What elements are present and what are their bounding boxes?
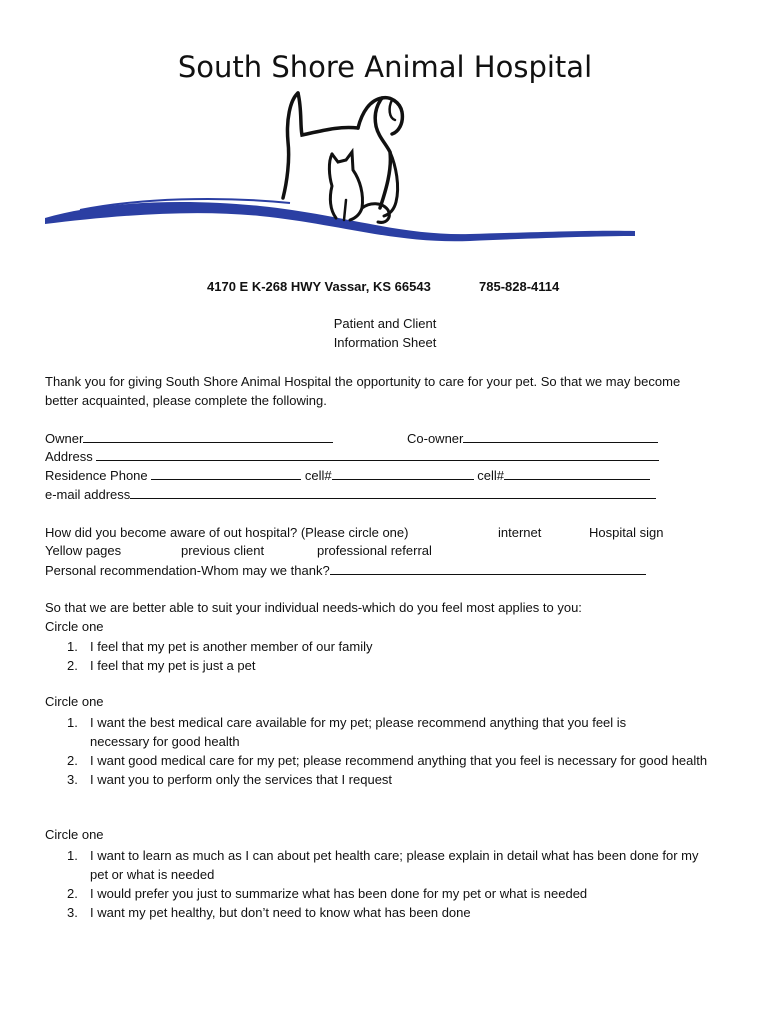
hospital-phone: 785-828-4114: [479, 279, 560, 294]
email-field: [45, 486, 656, 502]
residence-phone-field: [45, 467, 650, 483]
list-item[interactable]: 2. I feel that my pet is just a pet: [67, 658, 256, 673]
owner-field: [45, 430, 333, 446]
group-3-list: [45, 846, 725, 922]
group-1-list: [45, 637, 373, 675]
owner-label: Owner: [45, 431, 84, 446]
sheet-title-line-1: Patient and Client: [333, 316, 437, 331]
residence-phone-label: Residence Phone: [45, 468, 148, 483]
list-item[interactable]: 1. I want to learn as much as I can about pet health care; please explain in detail what has been done for my pet or what is needed: [67, 848, 699, 882]
list-item[interactable]: 3. I want my pet healthy, but don’t need to know what has been done: [67, 905, 471, 920]
address-blank[interactable]: [96, 448, 659, 461]
list-item[interactable]: 1. I want the best medical care available for my pet; please recommend anything that you feel is necessary for good health: [67, 715, 627, 749]
personal-recommendation-field: [45, 562, 646, 578]
aware-option-yellow-pages[interactable]: Yellow pages: [45, 543, 122, 558]
email-blank[interactable]: [130, 486, 656, 499]
needs-intro: So that we are better able to suit your individual needs-which do you feel most applies to you:: [45, 600, 582, 615]
hospital-address: 4170 E K-268 HWY Vassar, KS 66543: [207, 279, 431, 294]
group-2-list: [45, 713, 715, 789]
list-item[interactable]: 2. I want good medical care for my pet; please recommend anything that you feel is necessary for good health: [67, 753, 708, 768]
group-3-label: Circle one: [45, 827, 104, 842]
personal-recommendation-label: Personal recommendation-Whom may we thank?: [45, 563, 330, 578]
email-label: e-mail address: [45, 487, 131, 502]
group-2-label: Circle one: [45, 694, 104, 709]
list-item[interactable]: 1. I feel that my pet is another member of our family: [67, 639, 373, 654]
address-label: Address: [45, 449, 93, 464]
aware-question: How did you become aware of out hospital? (Please circle one): [45, 525, 409, 540]
aware-option-professional-referral[interactable]: professional referral: [317, 543, 432, 558]
cell-2-blank[interactable]: [504, 467, 650, 480]
co-owner-label: Co-owner: [407, 431, 464, 446]
list-item[interactable]: 3. I want you to perform only the services that I request: [67, 772, 393, 787]
cell-1-label: cell#: [304, 468, 332, 483]
list-item[interactable]: 2. I would prefer you just to summarize what has been done for my pet or what is needed: [67, 886, 588, 901]
aware-option-previous-client[interactable]: previous client: [181, 543, 265, 558]
co-owner-blank[interactable]: [463, 430, 658, 443]
intro-paragraph: Thank you for giving South Shore Animal Hospital the opportunity to care for your pet. So that we may become better acquainted, please complete the following.: [45, 374, 681, 408]
aware-option-internet[interactable]: internet: [498, 525, 542, 540]
personal-recommendation-blank[interactable]: [330, 562, 646, 575]
cell-1-blank[interactable]: [332, 467, 474, 480]
hospital-title: South Shore Animal Hospital: [177, 50, 593, 84]
address-field: [45, 448, 659, 464]
co-owner-field: [407, 430, 658, 446]
residence-phone-blank[interactable]: [151, 467, 301, 480]
group-1-label: Circle one: [45, 619, 104, 634]
sheet-title-line-2: Information Sheet: [333, 335, 437, 350]
aware-option-hospital-sign[interactable]: Hospital sign: [589, 525, 664, 540]
cell-2-label: cell#: [477, 468, 505, 483]
owner-blank[interactable]: [83, 430, 333, 443]
dog-and-cat-logo-icon: [40, 90, 640, 250]
